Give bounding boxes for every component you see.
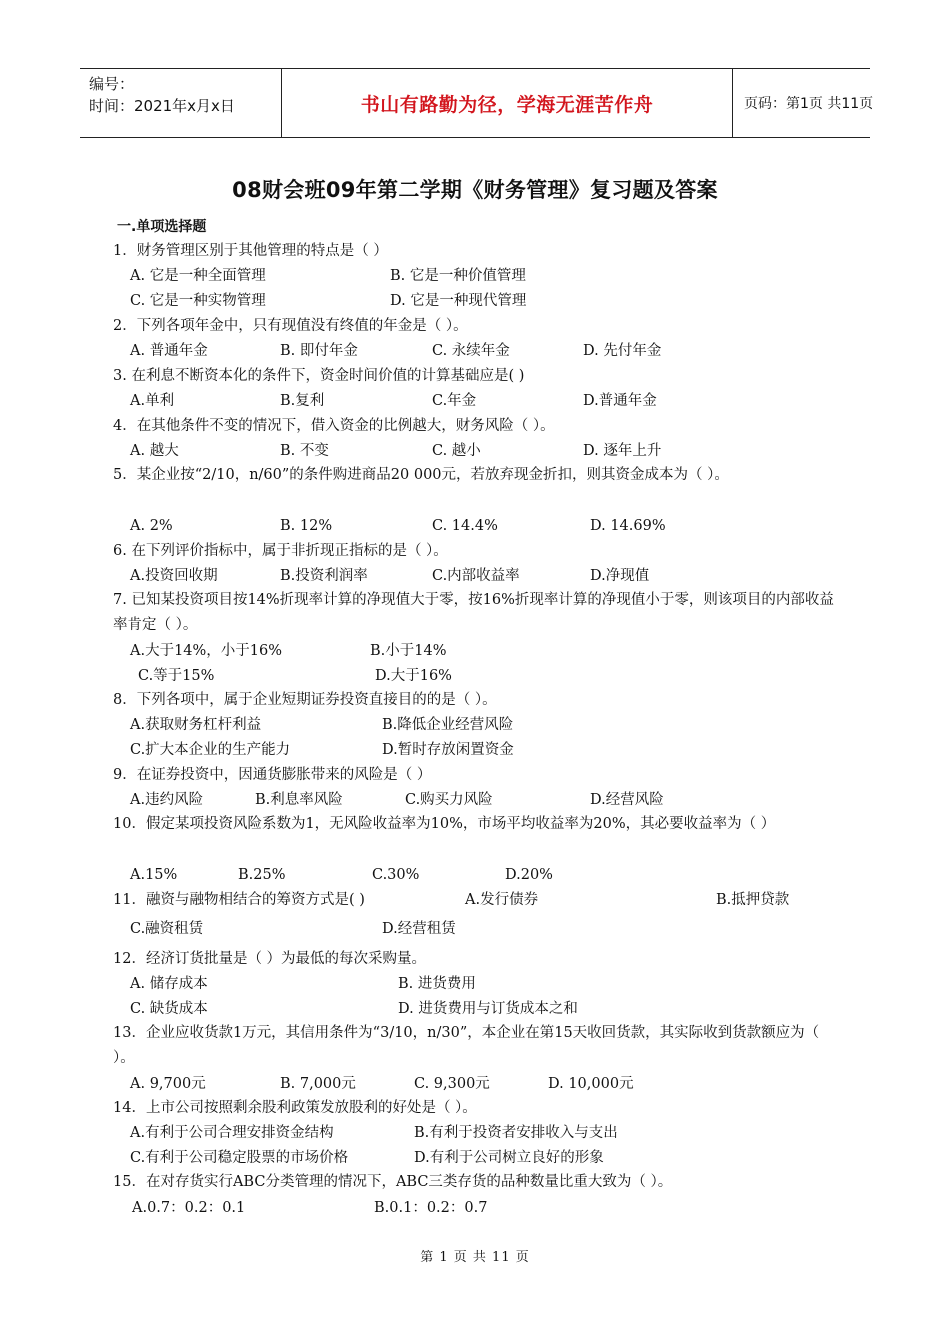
question-5-option-c: C. 14.4% (432, 518, 498, 534)
question-6-stem: 6. 在下列评价指标中，属于非折现正指标的是（ ）。 (113, 543, 448, 559)
question-11-option-c: C.融资租赁 (130, 921, 204, 937)
header-motto: 书山有路勤为径，学海无涯苦作舟 (281, 69, 733, 137)
question-10-option-b: B.25% (238, 867, 286, 883)
question-9-option-c: C.购买力风险 (405, 792, 493, 808)
question-7-option-a: A.大于14%，小于16% (130, 643, 283, 659)
question-15-option-a: A.0.7：0.2：0.1 (132, 1200, 246, 1216)
question-7-stem: 7. 已知某投资项目按14%折现率计算的净现值大于零，按16%折现率计算的净现值小于零，则该项目的内部收益率肯定（ ）。 (113, 592, 834, 633)
question-2-option-b: B. 即付年金 (280, 343, 358, 359)
question-9-stem: 9．在证券投资中，因通货膨胀带来的风险是（ ） (113, 767, 432, 783)
question-3-stem: 3. 在利息不断资本化的条件下，资金时间价值的计算基础应是( ) (113, 368, 525, 384)
question-8-option-a: A.获取财务杠杆利益 (130, 717, 262, 733)
question-13-option-c: C. 9,300元 (414, 1076, 490, 1092)
document-number-label: 编号： (89, 75, 135, 93)
question-1-stem: 1．财务管理区别于其他管理的特点是（ ） (113, 243, 388, 259)
question-13-option-b: B. 7,000元 (280, 1076, 356, 1092)
question-14-option-c: C.有利于公司稳定股票的市场价格 (130, 1150, 349, 1166)
question-14-option-d: D.有利于公司树立良好的形象 (414, 1150, 604, 1166)
question-8-option-d: D.暂时存放闲置资金 (382, 742, 514, 758)
question-4-stem: 4．在其他条件不变的情况下，借入资金的比例越大，财务风险（ ）。 (113, 418, 555, 434)
question-1-option-b: B. 它是一种价值管理 (390, 268, 526, 284)
question-10-stem: 10．假定某项投资风险系数为1，无风险收益率为10%，市场平均收益率为20%，其必要收益率为（ ） (113, 816, 776, 832)
question-15-option-b: B.0.1：0.2：0.7 (374, 1200, 488, 1216)
question-7-option-d: D.大于16% (375, 668, 452, 684)
question-13-option-d: D. 10,000元 (548, 1076, 634, 1092)
question-1-option-d: D. 它是一种现代管理 (390, 293, 527, 309)
question-6-option-a: A.投资回收期 (130, 568, 218, 584)
question-11-option-b: B.抵押贷款 (716, 892, 790, 908)
question-14-option-a: A.有利于公司合理安排资金结构 (130, 1125, 334, 1141)
question-9-option-d: D.经营风险 (590, 792, 664, 808)
question-4-option-d: D. 逐年上升 (583, 443, 662, 459)
question-7-option-c: C.等于15% (138, 668, 215, 684)
question-12-option-c: C. 缺货成本 (130, 1001, 208, 1017)
question-4-option-c: C. 越小 (432, 443, 481, 459)
question-11-stem: 11．融资与融物相结合的筹资方式是( ) (113, 892, 365, 908)
question-13-stem: 13．企业应收货款1万元，其信用条件为“3/10，n/30”，本企业在第15天收回货款，其实际收到货款额应为（ ）。 (113, 1025, 820, 1066)
question-5-stem: 5．某企业按“2/10，n/60”的条件购进商品20 000元，若放弃现金折扣，则其资金成本为（ ）。 (113, 467, 729, 483)
question-3-option-c: C.年金 (432, 393, 477, 409)
question-9-option-a: A.违约风险 (130, 792, 204, 808)
question-14-option-b: B.有利于投资者安排收入与支出 (414, 1125, 618, 1141)
question-6-option-c: C.内部收益率 (432, 568, 520, 584)
document-title: 08财会班09年第二学期《财务管理》复习题及答案 (232, 178, 718, 202)
question-2-option-c: C. 永续年金 (432, 343, 510, 359)
question-3-option-d: D.普通年金 (583, 393, 657, 409)
question-8-stem: 8．下列各项中，属于企业短期证券投资直接目的的是（ ）。 (113, 692, 497, 708)
page-header (80, 68, 874, 138)
question-6-option-d: D.净现值 (590, 568, 650, 584)
question-1-option-c: C. 它是一种实物管理 (130, 293, 266, 309)
header-page-info: 页码：第1页 共11页 (744, 96, 874, 112)
question-9-option-b: B.利息率风险 (255, 792, 343, 808)
question-11-option-d: D.经营租赁 (382, 921, 456, 937)
question-5-option-d: D. 14.69% (590, 518, 666, 534)
question-14-stem: 14．上市公司按照剩余股利政策发放股利的好处是（ ）。 (113, 1100, 477, 1116)
question-12-stem: 12．经济订货批量是（ ）为最低的每次采购量。 (113, 951, 427, 967)
question-5-option-a: A. 2% (130, 518, 173, 534)
question-1-option-a: A. 它是一种全面管理 (130, 268, 266, 284)
question-3-option-a: A.单利 (130, 393, 175, 409)
question-12-option-a: A. 储存成本 (130, 976, 208, 992)
document-date: 时间：2021年x月x日 (89, 97, 235, 115)
question-4-option-a: A. 越大 (130, 443, 179, 459)
page-footer: 第 1 页 共 11 页 (420, 1250, 530, 1265)
question-10-option-a: A.15% (130, 867, 178, 883)
question-13-option-a: A. 9,700元 (130, 1076, 206, 1092)
question-2-option-a: A. 普通年金 (130, 343, 208, 359)
question-8-option-b: B.降低企业经营风险 (382, 717, 514, 733)
question-6-option-b: B.投资利润率 (280, 568, 368, 584)
question-2-stem: 2．下列各项年金中，只有现值没有终值的年金是（ ）。 (113, 318, 468, 334)
question-4-option-b: B. 不变 (280, 443, 329, 459)
question-10-option-c: C.30% (372, 867, 420, 883)
question-12-option-d: D. 进货费用与订货成本之和 (398, 1001, 578, 1017)
section-title: 一.单项选择题 (117, 219, 207, 235)
question-7-option-b: B.小于14% (370, 643, 447, 659)
question-12-option-b: B. 进货费用 (398, 976, 476, 992)
question-11-option-a: A.发行债券 (465, 892, 539, 908)
question-2-option-d: D. 先付年金 (583, 343, 662, 359)
question-10-option-d: D.20% (505, 867, 553, 883)
question-3-option-b: B.复利 (280, 393, 325, 409)
question-5-option-b: B. 12% (280, 518, 333, 534)
question-15-stem: 15．在对存货实行ABC分类管理的情况下，ABC三类存货的品种数量比重大致为（ ）。 (113, 1174, 673, 1190)
header-meta (80, 69, 281, 137)
question-8-option-c: C.扩大本企业的生产能力 (130, 742, 291, 758)
